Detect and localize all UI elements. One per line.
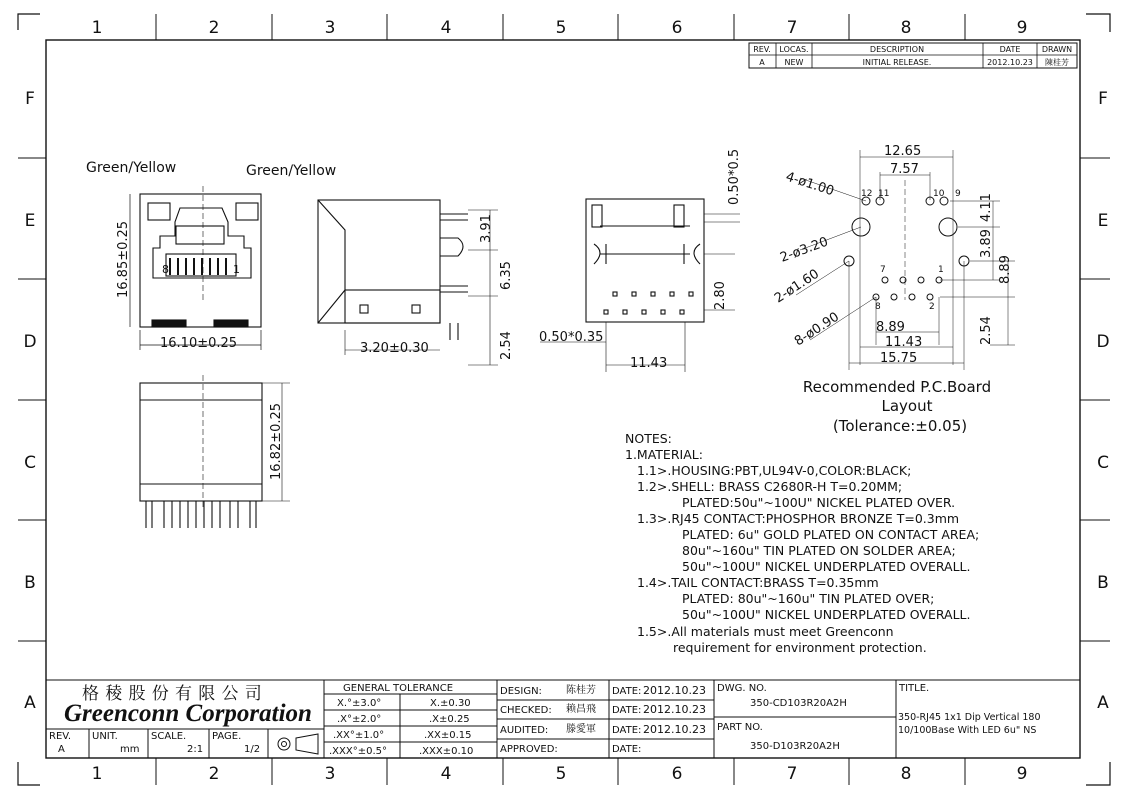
date-label: DATE: [612, 705, 642, 716]
pcb-hole-label: 4-ø1.00 [783, 169, 836, 200]
company-name-cn: 格 稜 股 份 有 限 公 司 [82, 684, 263, 703]
scale-value: 2:1 [187, 744, 204, 755]
tol-linear: .XXX±0.10 [419, 746, 474, 757]
row-label: A [24, 693, 36, 713]
col-label: 1 [91, 764, 103, 784]
note-line: PLATED: 80u"~160u" TIN PLATED OVER; [682, 591, 935, 606]
tolerance-title: GENERAL TOLERANCE [343, 683, 454, 694]
dim-top-c: 0.50*0.35 [539, 330, 604, 345]
col-label: 4 [440, 764, 452, 784]
title-line: 350-RJ45 1x1 Dip Vertical 180 [898, 712, 1041, 723]
rev-label: REV. [49, 731, 71, 742]
tol-linear: .X±0.25 [429, 714, 470, 725]
col-label: 2 [208, 18, 220, 38]
tol-linear: .XX±0.15 [424, 730, 472, 741]
pcb-caption [803, 378, 991, 435]
part-label: PART NO. [717, 722, 763, 733]
dim-side-bottom: 2.54 [499, 331, 514, 360]
pcb-dim: 4.11 [979, 193, 994, 222]
title-label: TITLE. [899, 683, 930, 694]
rev-cell: A [759, 58, 765, 67]
pin-number: 10 [933, 189, 945, 199]
pcb-dim: 3.89 [979, 229, 994, 258]
checked-label: CHECKED: [500, 705, 552, 716]
row-label: B [24, 573, 36, 593]
front-view [130, 186, 261, 350]
rev-header: REV. [753, 45, 771, 54]
tol-angle: X.°±3.0° [337, 698, 382, 709]
col-label: 6 [671, 18, 683, 38]
design-label: DESIGN: [500, 686, 542, 697]
col-label: 7 [786, 18, 798, 38]
top-view [540, 199, 740, 372]
pcb-dim: 2.54 [979, 316, 994, 345]
dim-side-top: 3.91 [479, 214, 494, 243]
col-label: 8 [900, 764, 912, 784]
note-line: PLATED: 6u" GOLD PLATED ON CONTACT AREA; [682, 527, 980, 542]
note-line: PLATED:50u"~100U" NICKEL PLATED OVER. [682, 495, 956, 510]
note-line: 1.5>.All materials must meet Greenconn [637, 624, 894, 639]
led-label-left: Green/Yellow [86, 160, 177, 176]
pcb-dim-labels [772, 144, 1013, 366]
row-label: F [1098, 89, 1108, 109]
col-label: 9 [1016, 18, 1028, 38]
pin-label: 8 [162, 263, 169, 276]
pcb-hole-label: 8-ø0.90 [792, 309, 843, 350]
pcb-dim: 8.89 [876, 320, 905, 335]
row-label: A [1097, 693, 1109, 713]
date-value: 2012.10.23 [643, 684, 706, 697]
note-line: 1.2>.SHELL: BRASS C2680R-H T=0.20MM; [637, 479, 903, 494]
pcb-dim: 12.65 [884, 144, 922, 159]
pcb-hole-label: 2-ø1.60 [772, 266, 823, 307]
note-line: 1.1>.HOUSING:PBT,UL94V-0,COLOR:BLACK; [637, 463, 912, 478]
col-label: 3 [324, 764, 336, 784]
date-value: 2012.10.23 [643, 703, 706, 716]
design-name: 陈桂芳 [566, 685, 596, 696]
row-label: D [23, 332, 37, 352]
audited-name: 滕愛軍 [566, 724, 596, 735]
led-label-right: Green/Yellow [246, 163, 337, 179]
scale-label: SCALE. [151, 731, 187, 742]
rev-header: DATE [999, 45, 1021, 54]
pin-number: 1 [938, 265, 944, 275]
dim-top-b: 2.80 [713, 281, 728, 310]
pin-number: 2 [929, 302, 935, 312]
row-label: D [1096, 332, 1110, 352]
dwg-label: DWG. NO. [717, 683, 767, 694]
pin-number: 8 [875, 302, 881, 312]
pcb-hole-label: 2-ø3.20 [778, 234, 831, 266]
rev-cell: 陳桂芳 [1045, 58, 1069, 67]
note-line: 50u"~100U" NICKEL UNDERPLATED OVERALL. [682, 607, 971, 622]
row-label: F [25, 89, 35, 109]
company-name-en: Greenconn Corporation [64, 700, 312, 727]
revision-table [749, 43, 1077, 68]
note-line: 80u"~160u" TIN PLATED ON SOLDER AREA; [682, 543, 956, 558]
date-value: 2012.10.23 [643, 723, 706, 736]
pin-label: 1 [233, 263, 240, 276]
row-label: C [1097, 453, 1109, 473]
pin-number: 12 [861, 189, 873, 199]
row-label: E [1097, 211, 1109, 231]
page-label: PAGE. [212, 731, 242, 742]
col-label: 2 [208, 764, 220, 784]
part-value: 350-D103R20A2H [750, 741, 840, 752]
title-line: 10/100Base With LED 6u" NS [898, 725, 1037, 736]
row-label: C [24, 453, 36, 473]
col-label: 9 [1016, 764, 1028, 784]
audited-label: AUDITED: [500, 725, 549, 736]
tol-angle: .XX°±1.0° [333, 730, 385, 741]
pcb-dim: 11.43 [885, 335, 923, 350]
note-line: 1.4>.TAIL CONTACT:BRASS T=0.35mm [637, 575, 879, 590]
tol-linear: X.±0.30 [430, 698, 471, 709]
note-line: 1.3>.RJ45 CONTACT:PHOSPHOR BRONZE T=0.3mm [637, 511, 960, 526]
note-line: NOTES: [625, 431, 672, 446]
col-label: 1 [91, 18, 103, 38]
col-label: 8 [900, 18, 912, 38]
pin-number: 9 [955, 189, 961, 199]
rev-header: DRAWN [1041, 45, 1073, 54]
notes [625, 431, 979, 655]
dim-side-depth: 3.20±0.30 [360, 341, 429, 356]
approved-label: APPROVED: [500, 744, 558, 755]
pcb-dim: 8.89 [998, 255, 1013, 284]
tol-angle: .XXX°±0.5° [329, 746, 388, 757]
pcb-caption-line: (Tolerance:±0.05) [832, 417, 968, 435]
date-label: DATE: [612, 686, 642, 697]
dwg-value: 350-CD103R20A2H [750, 698, 847, 709]
page-value: 1/2 [244, 744, 261, 755]
col-label: 5 [555, 764, 567, 784]
row-label: E [24, 211, 36, 231]
note-line: requirement for environment protection. [673, 640, 927, 655]
checked-name: 赖昌飛 [566, 704, 596, 715]
unit-value: mm [120, 744, 140, 755]
col-label: 6 [671, 764, 683, 784]
pin-number: 11 [878, 189, 890, 199]
rev-header: DESCRIPTION [869, 45, 925, 54]
date-label: DATE: [612, 725, 642, 736]
pcb-dim: 15.75 [880, 351, 918, 366]
col-label: 3 [324, 18, 336, 38]
dim-bottom-height: 16.82±0.25 [269, 402, 284, 480]
bottom-view [140, 375, 290, 528]
rev-header: LOCAS. [779, 45, 809, 54]
rev-cell: INITIAL RELEASE. [862, 58, 932, 67]
pin-number: 7 [880, 265, 886, 275]
col-label: 4 [440, 18, 452, 38]
row-label: B [1097, 573, 1109, 593]
unit-label: UNIT. [92, 731, 118, 742]
rev-cell: 2012.10.23 [987, 58, 1033, 67]
dim-top-d: 11.43 [630, 356, 668, 371]
note-line: 1.MATERIAL: [625, 447, 703, 462]
dim-height: 16.85±0.25 [116, 220, 131, 298]
dim-top-a: 0.50*0.5 [727, 148, 742, 205]
pcb-caption-line: Layout [881, 397, 933, 415]
col-label: 7 [786, 764, 798, 784]
date-label: DATE: [612, 744, 642, 755]
tol-angle: .X°±2.0° [337, 714, 382, 725]
rev-value: A [58, 744, 65, 755]
col-label: 5 [555, 18, 567, 38]
note-line: 50u"~100U" NICKEL UNDERPLATED OVERALL. [682, 559, 971, 574]
dim-width: 16.10±0.25 [160, 336, 238, 351]
pcb-dim: 7.57 [890, 162, 919, 177]
dim-side-mid: 6.35 [499, 261, 514, 290]
pcb-caption-line: Recommended P.C.Board [802, 378, 992, 396]
rev-cell: NEW [784, 58, 804, 67]
